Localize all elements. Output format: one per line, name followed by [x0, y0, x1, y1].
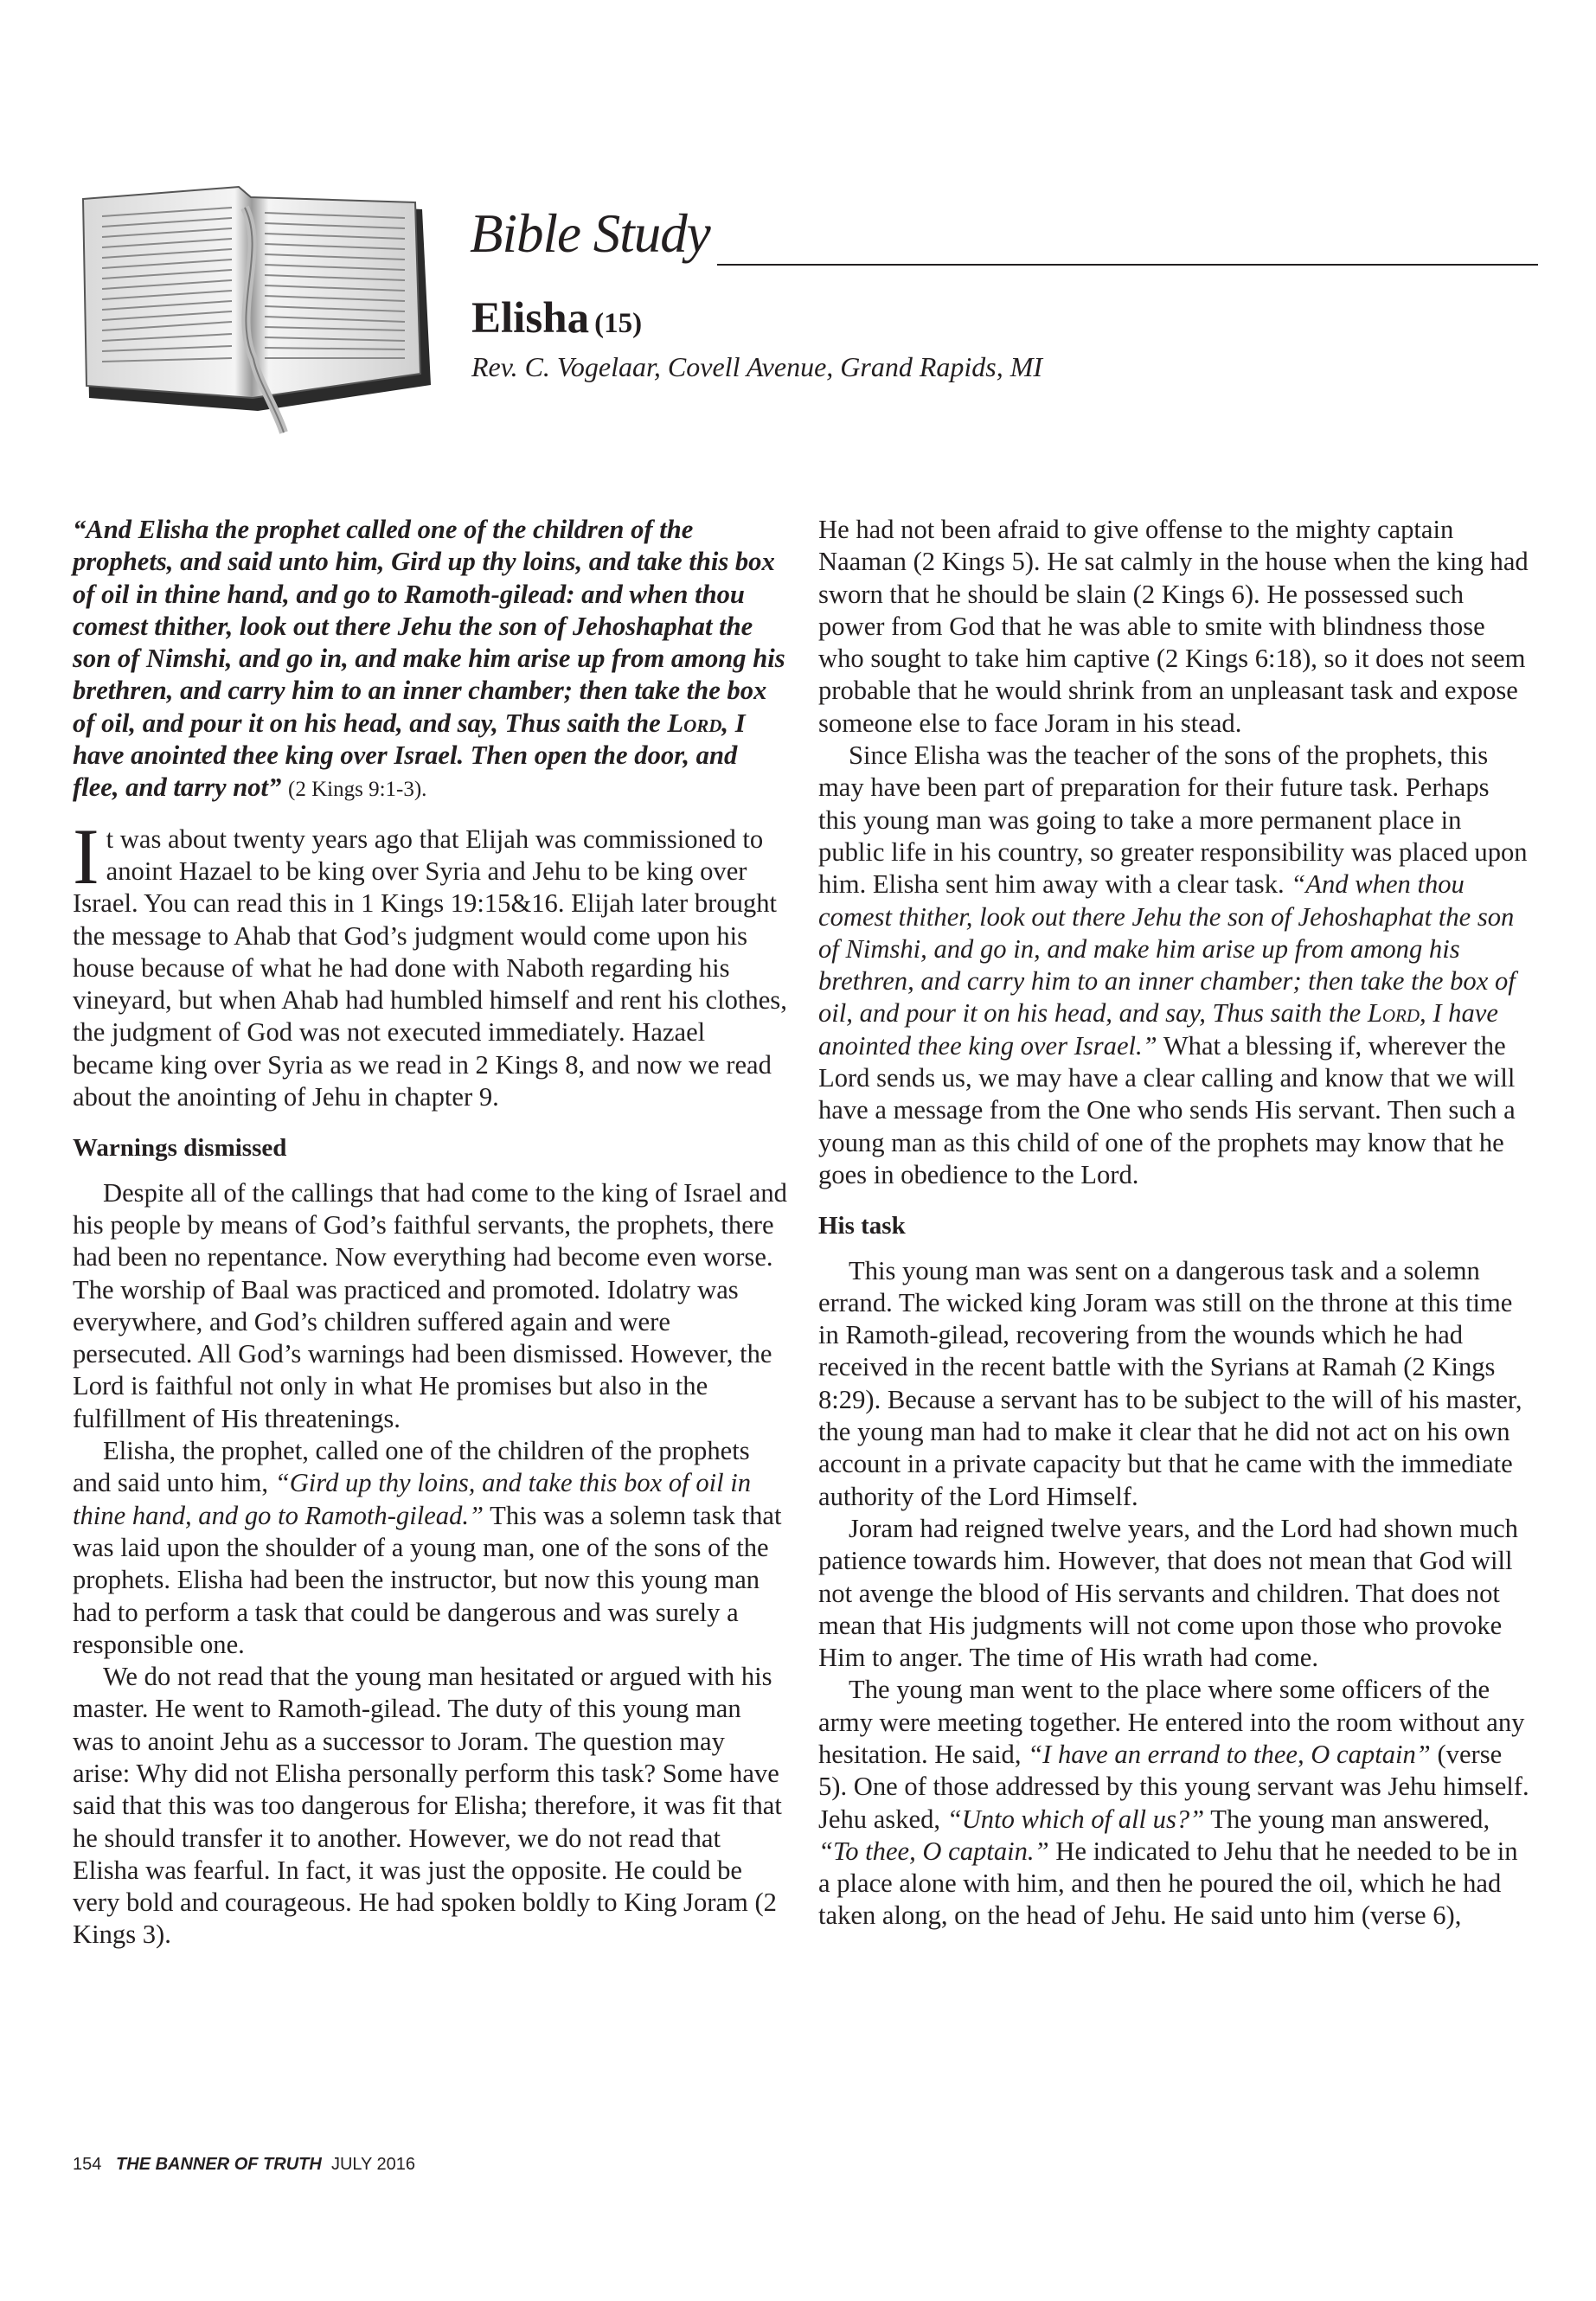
- issue-date: JULY 2016: [330, 2155, 416, 2174]
- open-bible-illustration: [67, 182, 439, 441]
- subhead-warnings-dismissed: Warnings dismissed: [73, 1134, 287, 1163]
- intro-paragraph: [73, 811, 787, 1114]
- teacher-lord: Lord: [1367, 998, 1420, 1029]
- article-title: [471, 292, 642, 352]
- article-part-number: (15): [594, 308, 643, 339]
- epigraph-text-a: “And Elisha the prophet called one of the children of the prophets, and said unto him, Gird up thy loins, and take this box of oil in thine hand, and go to Ramoth-gilead: and when thou comest thither, look out there Jehu the son of Jehoshaphat the son of Nimshi, and go in, and make him arise up from among his brethren, and carry him to an inner chamber; then take the box of oil, and pour it on his head, and say, Thus saith the: [73, 515, 785, 738]
- teacher-text-a: Since Elisha was the teacher of the sons of the prophets, this may have been part of preparation for their future task. Perhaps this young man was going to take a more permanent place in public life in his country, so greater responsibility was placed upon him. Elisha sent him away with a clear task.: [818, 740, 1528, 900]
- elisha-text-b: This was a solemn task that was laid upon the shoulder of a young man, one of the sons of the prophets. Elisha had been the instructor, but now this young man had to perform a task that could be dangerous and was surely a responsible one.: [73, 1500, 782, 1659]
- magazine-name: THE BANNER OF TRUTH: [116, 2155, 322, 2174]
- epigraph-lord: Lord: [667, 708, 722, 738]
- subhead-his-task: His task: [818, 1212, 906, 1240]
- young-quote-1: “I have an errand to thee, O captain”: [1028, 1739, 1431, 1769]
- drop-cap: I: [73, 811, 99, 901]
- page-footer: [73, 2153, 415, 2176]
- paragraph-no-hesitation: We do not read that the young man hesitated or argued with his master. He went to Ramoth-gilead. The duty of this young man was to anoint Jehu as a successor to Joram. The question may arise: Why did not Elisha personally perform this task? Some have said that this was too dangerous for Elisha; therefore, it was fit that he should transfer it to another. However, we do not read that Elisha was fearful. In fact, it was just the opposite. He could be very bold and courageous. He had spoken boldly to King Joram (2 Kings 3).: [73, 1662, 782, 1950]
- left-column: [73, 514, 787, 1952]
- paragraph-joram: Joram had reigned twelve years, and the Lord had shown much patience towards him. However, that does not mean that God will not avenge the blood of His servants and children. That does not mean that His judgments will not come upon those who provoke Him to anger. The time of His wrath had come.: [818, 1513, 1518, 1673]
- paragraph-warnings: Despite all of the callings that had come to the king of Israel and his people by means of God’s faithful servants, the prophets, there had been no repentance. Now everything had become even worse. The worship of Baal was practiced and promoted. Idolatry was everywhere, and God’s children suffered again and were persecuted. All God’s warnings had been dismissed. However, the Lord is faithful not only in what He promises but also in the fulfillment of His threatenings.: [73, 1177, 787, 1433]
- page-number: 154: [73, 2155, 102, 2174]
- paragraph-continued: He had not been afraid to give offense to the mighty captain Naaman (2 Kings 5). He sat calmly in the house when the king had sworn that he should be slain (2 Kings 6). He possessed such power from God that he was able to smite with blindness those who sought to take him captive (2 Kings 6:18), so it does not seem probable that he would shrink from an unpleasant task and expose someone else to face Joram in his stead.: [818, 515, 1529, 738]
- young-text-2: (verse 5). One of those addressed by this young servant was Jehu himself. Jehu asked,: [818, 1739, 1529, 1834]
- paragraph-task: This young man was sent on a dangerous task and a solemn errand. The wicked king Joram was still on the throne at this time in Ramoth-gilead, recovering from the wounds which he had received in the recent battle with the Syrians at Ramah (2 Kings 8:29). Because a servant has to be subject to the will of his master, the young man had to make it clear that he did not act on his own account in a private capacity but that he came with the immediate authority of the Lord Himself.: [818, 1255, 1522, 1511]
- young-quote-3: “To thee, O captain.”: [818, 1836, 1049, 1866]
- elisha-quote: “Gird up thy loins, and take this box of oil in thine hand, and go to Ramoth-gilead.”: [73, 1468, 752, 1530]
- author-byline: Rev. C. Vogelaar, Covell Avenue, Grand Rapids, MI: [471, 351, 1043, 382]
- right-column: [818, 514, 1533, 1932]
- young-text-4: He indicated to Jehu that he needed to be in a place alone with him, and then he poured the oil, which he had taken along, on the head of Jehu. He said unto him (verse 6),: [818, 1836, 1518, 1931]
- teacher-text-b: What a blessing if, wherever the Lord sends us, we may have a clear calling and know that we will have a message from the One who sends His servant. Then such a young man as this child of one of the prophets may know that he goes in obedience to the Lord.: [818, 1030, 1516, 1189]
- young-quote-2: “Unto which of all us?”: [946, 1804, 1205, 1834]
- young-text-3: The young man answered,: [1204, 1804, 1490, 1834]
- teacher-quote-b: , I have anointed thee king over Israel.”: [818, 998, 1498, 1061]
- article-title-text: Elisha: [471, 294, 590, 343]
- young-text-1: The young man went to the place where some officers of the army were meeting together. He entered into the room without any hesitation. He said,: [818, 1675, 1525, 1769]
- section-title: Bible Study: [470, 201, 717, 266]
- paragraph-elisha-called: [73, 1435, 787, 1661]
- teacher-quote-a: “And when thou comest thither, look out there Jehu the son of Jehoshaphat the son of Nimshi, and go in, and make him arise up from among his brethren, and carry him to an inner chamber; then take the box of oil, and pour it on his head, and say, Thus saith the: [818, 869, 1516, 1029]
- intro-text: t was about twenty years ago that Elijah was commissioned to anoint Hazael to be king over Syria and Jehu to be king over Israel. You can read this in 1 Kings 19:15&16. Elijah later brought the message to Ahab that God’s judgment would come upon his house because of what he had done with Naboth regarding his vineyard, but when Ahab had humbled himself and rent his clothes, the judgment of God was not executed immediately. Hazael became king over Syria as we read in 2 Kings 8, and now we read about the anointing of Jehu in chapter 9.: [73, 824, 787, 1112]
- epigraph-text-b: , I have anointed thee king over Israel. Then open the door, and flee, and tarry not”: [73, 708, 746, 803]
- epigraph-quote: [73, 514, 787, 806]
- paragraph-young-man: [818, 1674, 1533, 1932]
- paragraph-teacher: [818, 740, 1533, 1191]
- elisha-text-a: Elisha, the prophet, called one of the children of the prophets and said unto him,: [73, 1436, 750, 1498]
- epigraph-reference: (2 Kings 9:1-3).: [288, 778, 427, 802]
